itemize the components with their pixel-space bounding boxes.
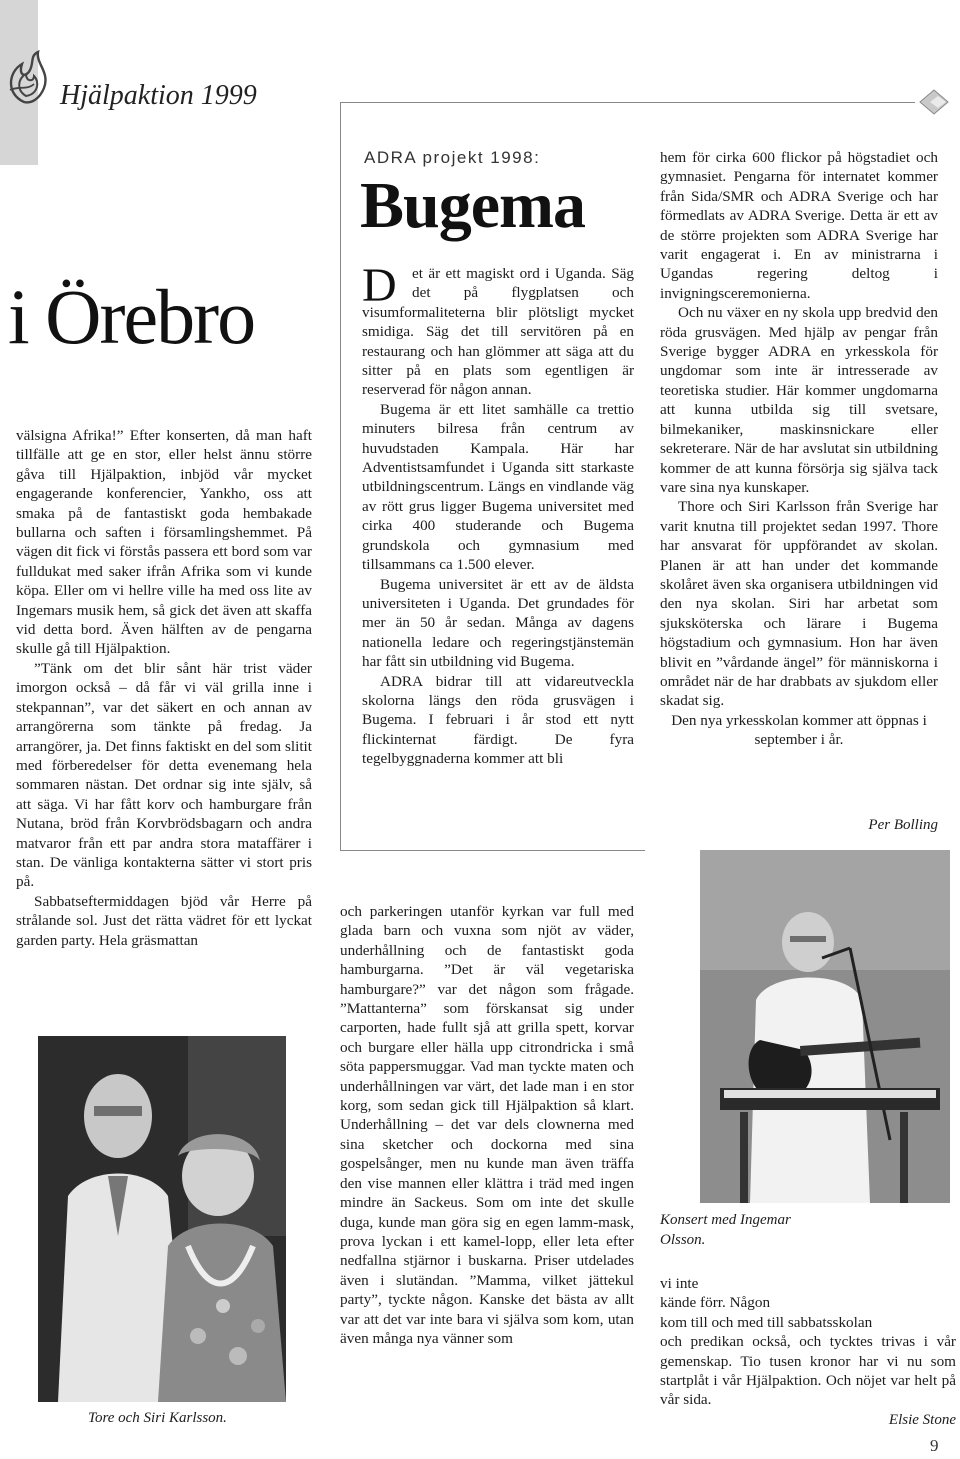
right-lower-line-1: vi inte <box>660 1275 699 1292</box>
middle-lower-article <box>340 902 634 1348</box>
left-paragraph-3: Sabbatseftermiddagen bjöd vår Herre på strålande sol. Just det rätta vädret för ett lyckat garden party. Hela gräsmattan <box>16 892 312 949</box>
right-lower-article <box>660 1274 956 1410</box>
photo-ingemar-olsson <box>700 850 950 1203</box>
adra-cont-paragraph-4: Den nya yrkesskolan kommer att öppnas i september i år. <box>671 711 927 749</box>
left-article <box>16 426 312 950</box>
column-rule <box>340 102 341 850</box>
right-lower-line-2: kände förr. Någon <box>660 1294 771 1312</box>
left-paragraph-2: ”Tänk om det blir sånt här trist väder imorgon också – då får vi väl grilla inne i stekpannan”, var det säkert en och annan av arrangörerna som tänkte på fredag. Ja arrangörer, ja. Det finns faktiskt en del som slitit med förberedelser för detta evenemang hela sommaren nästan. Det ordnar sig inte själv, så att säga. Vi har fått korv och hamburgare från Nutana, bröd från Korvbrödsbagarn och andra matvaror från ett par andra stora mataffärer i stan. De vänliga kontakterna sätter vi stort pris på. <box>16 659 312 891</box>
adra-cont-paragraph-2: Och nu växer en ny skola upp bredvid den röda grusvägen. Med hjälp av pengar från Sverige bygger ADRA en yrkesskola för ungdomar som inte är intresserade av teoretiska studier. Här kommer ungdomarna att kunna utbilda sig till svetsare, bilmekaniker, maskinsnickare eller sekreterare. När de har avslutat sin utbildning kommer de att kunna försörja sig själva tack vare sina nya kunskaper. <box>660 304 938 496</box>
next-arrow-icon <box>916 88 952 116</box>
page-number: 9 <box>930 1436 939 1455</box>
adra-paragraph-2: Bugema är ett litet samhälle ca trettio minuters bilresa från centrum av huvudstaden Kampala. Här har Adventistsamfundet i Uganda sitt starkaste utbildningscentrum. Längs en vindlande väg av rött grus ligger Bugema universitet med cirka 400 studerande och Bugema grundskola och gymnasium med tillsammans ca 1.500 elever. <box>362 400 634 574</box>
flame-logo-icon <box>4 50 56 106</box>
right-lower-line-4: och predikan också, och tycktes trivas i vår gemenskap. Tio tusen kronor har vi nu som startplåt i vår Hjälpaktion. Och nöjet var helt på vår sida. <box>660 1333 956 1409</box>
adra-first-paragraph <box>362 259 634 400</box>
box-bottom-rule <box>340 850 645 851</box>
photo-caption-right <box>660 1210 800 1250</box>
photo-tore-siri-art <box>38 1036 286 1402</box>
adra-cont-paragraph-1: hem för cirka 600 flickor på högstadiet och gymnasiet. Pengarna för internatet kommer från Sida/SMR och ADRA Sverige och har förmedlats av ADRA Sverige. Detta är ett av de större projekten som ADRA Sverige har varit engagerat i. En av ministrarna i Ugandas regering deltog i invigningsceremonierna. <box>660 149 938 302</box>
right-lower-line-3: kom till och med till sabbatsskolan <box>660 1313 873 1331</box>
photo-tore-siri <box>38 1036 286 1402</box>
adra-kicker: ADRA projekt 1998: <box>364 148 541 167</box>
adra-first-paragraph-text: et är ett magiskt ord i Uganda. Säg det på flygplatsen och visumformaliteterna blir plötsligt mycket smidiga. Säg det till servitören på en restaurang och han glömmer att säga att du sitter på en plats som egentligen är reserverad för någon annan. <box>362 265 634 399</box>
byline-per-bolling: Per Bolling <box>868 817 938 833</box>
adra-cont-paragraph-3: Thore och Siri Karlsson från Sverige har varit knutna till projektet sedan 1997. Thore har ansvarat för uppförandet av skolan. Planen är att han under det kommande skolåret även ska organisera utbildningen vid den nya skolan. Siri har arbetat som sjuksköterska och lärare i Bugema högstadium och gymnasium. Hon har även blivit en ”vårdande ängel” för människorna i området när de har drabbats av sjukdom eller skadat sig. <box>660 498 938 710</box>
dropcap: D <box>362 259 397 312</box>
adra-paragraph-3: Bugema universitet är ett av de äldsta universiteten i Uganda. Det grundades för mer än 50 år sedan. Många av dagens nationella ledare och regeringstjänstemän har fått sin utbildning vid Bugema. <box>362 575 634 671</box>
adra-continued <box>660 148 938 750</box>
section-title: Hjälpaktion 1999 <box>60 80 257 111</box>
middle-lower-paragraph: och parkeringen utanför kyrkan var full med glada barn och vuxna som njöt av väder, underhållning och de fantastiskt goda hamburgarna. ”Det är väl vegetariska hamburgare?” var det någon som frågade. ”Mattanterna” som förskansat sig under carporten, hade fullt sjå att grilla spett, korvar och burgare eller hälla upp citrondricka i små söta pappersmuggar. Vad man tyckte maten och underhållningen var värt, det lade man i en stor korg, som sedan gick till Hjälpaktion så klart. Underhållning – det var dels clownerna med sina sketcher och dockorna med sina gospelsånger, men nu kunde man även träffa den vise mannen eller klättra i träd med ingen mindre än Sackeus. Som om inte det skulle duga, kunde man göra sig en egen lamm-mask, prova lyckan i ett kamel-lopp, eller leta efter nedfallna stjärnor i buskarna. Priser utdelades även i slutändan. ”Mamma, vilket jättekul party”, tyckte någon. Kanske det bästa av allt var att det var inte bara vi själva som kom, utan även många nya vänner som <box>340 903 634 1347</box>
adra-article <box>362 259 634 769</box>
top-rule <box>340 102 915 103</box>
headline: i Örebro <box>8 273 255 360</box>
left-paragraph-1: välsigna Afrika!” Efter konserten, då man haft tillfälle att ge en stor, eller helst ännu större gåva till Hjälpaktion, inbjöd vår mycket engagerande konferencier, Yankho, oss att smaka på de fantastiskt goda hembakade bullarna och saften i församlingshemmet. På vägen dit fick vi förstås passera ett bord som var fulldukat med saker ifrån Afrika som vi kunde köpa. Eller om vi hellre ville ha med oss lite av Ingemars musik hem, så gick det även att skaffa vid detta bord. Även hälften av de pengarna skulle gå till Hjälpaktion. <box>16 427 312 658</box>
photo-caption-left: Tore och Siri Karlsson. <box>88 1410 227 1426</box>
adra-title: Bugema <box>360 169 585 242</box>
adra-paragraph-4: ADRA bidrar till att vidareutveckla skolorna längs den röda grusvägen i Bugema. I februari i år stod ett nytt flickinternat färdigt. De fyra tegelbyggnaderna kommer att bli <box>362 672 634 768</box>
photo-ingemar-art <box>700 850 950 1203</box>
photo-caption-right-text: Konsert med Ingemar Olsson. <box>660 1212 791 1248</box>
byline-elsie-stone: Elsie Stone <box>888 1412 956 1428</box>
